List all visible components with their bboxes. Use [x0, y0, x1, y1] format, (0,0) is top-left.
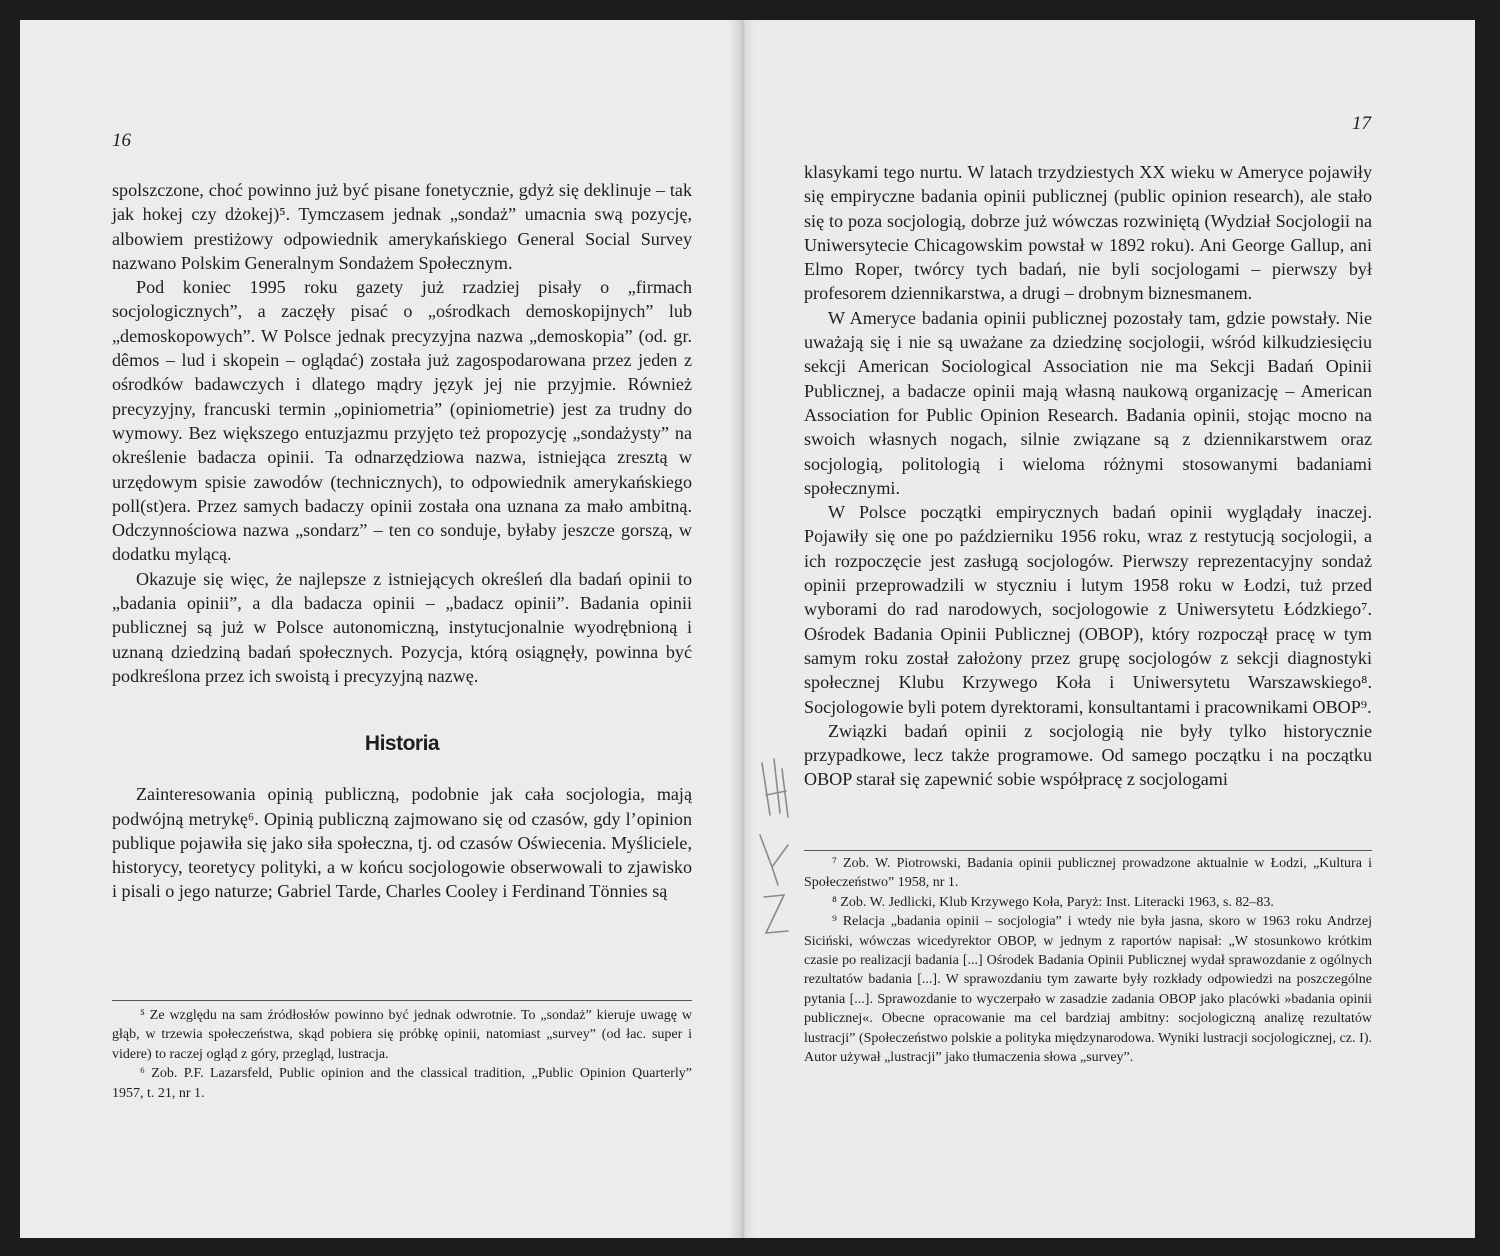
footnote: ⁶ Zob. P.F. Lazarsfeld, Public opinion and the classical tradition, „Public Opinion Quarterly” 1957, t. 21, nr 1.: [112, 1066, 692, 1101]
section-heading: Historia: [364, 732, 440, 756]
paragraph: W Ameryce badania opinii publicznej pozostały tam, gdzie powstały. Nie uważają się i nie są uważane za dziedzinę socjologii, wśród kilkudziesięciu sekcji American Sociological Association nie ma Sekcji Badań Opinii Publicznej, a badacze opinii mają własną naukową organizację – American Association for Public Opinion Research. Badania opinii, stojąc mocno na swoich własnych nogach, silnie związane są z dziennikarstwem oraz socjologią, politologią i wieloma różnymi stosowanymi badaniami społecznymi.: [804, 307, 1372, 498]
paragraph: Zainteresowania opinią publiczną, podobnie jak cała socjologia, mają podwójną metrykę⁶. Opinią publiczną zajmowano się od czasów, gdy l’opinion publique pojawiła się jako siła społeczna, tj. od czasów Oświecenia. Myśliciele, historycy, teoretycy polityki, a w końcu socjologowie obserwowali to zjawisko i pisali o jego naturze; Gabriel Tarde, Charles Cooley i Ferdinand Tönnies są: [112, 784, 692, 902]
paragraph: Okazuje się więc, że najlepsze z istniejących określeń dla badań opinii to „badania opinii”, a dla badacza opinii – „badacz opinii”. Badania opinii publicznej są już w Polsce autonomiczną, instytucjonalnie wyodrębnioną i uznaną dziedziną badań społecznych. Pozycja, którą osiągnęły, powinna być podkreślona przez ich swoistą i precyzyjną nazwę.: [112, 568, 692, 686]
footnotes: [112, 1006, 692, 1103]
footnotes: [804, 854, 1372, 1067]
paragraph: klasykami tego nurtu. W latach trzydziestych XX wieku w Ameryce pojawiły się empiryczne badania opinii publicznej (public opinion research), ale stało się to poza socjologią, dobrze już wówczas rozwiniętą (Wydział Socjologii na Uniwersytecie Chicagowskim powstał w 1892 roku). Ani George Gallup, ani Elmo Roper, twórcy tych badań, nie byli socjologami – pierwszy był profesorem dziennikarstwa, a drugi – drobnym biznesmanem.: [804, 162, 1372, 304]
left-page: [20, 20, 742, 1238]
footnote: ⁷ Zob. W. Piotrowski, Badania opinii publicznej prowadzone aktualnie w Łodzi, „Kultura i Społeczeństwo” 1958, nr 1.: [804, 856, 1372, 891]
paragraph: spolszczone, choć powinno już być pisane fonetycznie, gdyż się deklinuje – tak jak hokej czy dżokej)⁵. Tymczasem jednak „sondaż” umacnia swą pozycję, albowiem prestiżowy odpowiednik amerykańskiego General Social Survey nazwano Polskim Generalnym Sondażem Społecznym.: [112, 180, 692, 273]
footnote: ⁹ Relacja „badania opinii – socjologia” i wtedy nie była jasna, skoro w 1963 roku Andrzej Siciński, wówczas wicedyrektor OBOP, w jednym z raportów napisał: „W stosunkowo krótkim czasie po realizacji badania [...] Ośrodek Badania Opinii Publicznej wydał sprawozdanie z ogólnych rezultatów badania [...]. W sprawozdaniu tym zawarte były rozkłady odpowiedzi na poszczególne pytania [...]. Sprawozdanie to wyczerpało w zasadzie zadania OBOP jako placówki »badania opinii publicznej«. Obecne opracowanie ma cel bardziaj ambitny: socjologiczną analizę rezultatów lustracji” (Społeczeństwo polskie a polityka międzynarodowa. Wyniki lustracji socjologicznej, cz. I). Autor używał „lustracji” jako tłumaczenia słowa „survey”.: [804, 914, 1372, 1066]
footnote-rule: [112, 1000, 692, 1001]
footnote: ⁸ Zob. W. Jedlicki, Klub Krzywego Koła, Paryż: Inst. Literacki 1963, s. 82–83.: [832, 894, 1274, 910]
footnote-rule: [804, 850, 1372, 851]
page-number: 17: [1352, 113, 1371, 134]
paragraph: W Polsce początki empirycznych badań opinii wyglądały inaczej. Pojawiły się one po październiku 1956 roku, wraz z restytucją socjologii, a ich rozpoczęcie jest zasługą socjologów. Pierwszy reprezentacyjny sondaż opinii przeprowadzili w styczniu i lutym 1958 roku w Łodzi, tuż przed wyborami do rad narodowych, socjologowie z Uniwersytetu Łódzkiego⁷. Ośrodek Badania Opinii Publicznej (OBOP), który rozpoczął pracę w tym samym roku został założony przez grupę socjologów z sekcji diagnostyki społecznej Klubu Krzywego Koła i Uniwersytetu Warszawskiego⁸. Socjologowie byli potem dyrektorami, konsultantami i pracownikami OBOP⁹.: [804, 502, 1372, 717]
paragraph: Pod koniec 1995 roku gazety już rzadziej pisały o „firmach socjologicznych”, a zaczęły pisać o „ośrodkach demoskopijnych” lub „demoskopowych”. W Polsce jednak precyzyjna nazwa „demoskopia” (od. gr. dêmos – lud i skopein – oglądać) została już zagospodarowana przez jeden z ośrodków badawczych i dlatego mądry język jej nie przyjmie. Również precyzyjny, francuski termin „opiniometria” (opiniometrie) jest za trudny do wymowy. Bez większego entuzjazmu przyjęto też propozycję „sondażysty” na określenie badacza opinii. Ta odnarzędziowa nazwa, istniejąca zresztą w urzędowym spisie zawodów (technicznych), to odpowiednik amerykańskiego poll(st)era. Przez samych badaczy opinii została ona uznana za mało ambitną. Odczynnościowa nazwa „sondarz” – ten co sonduje, byłaby jeszcze gorszą, w dodatku mylącą.: [112, 277, 692, 565]
main-text: [112, 178, 692, 904]
book-gutter: [728, 20, 756, 1238]
paragraph: Związki badań opinii z socjologią nie były tylko historycznie przypadkowe, lecz także programowe. Od samego początku i na początku OBOP starał się zapewnić sobie współpracę z socjologami: [804, 720, 1372, 790]
main-text: [804, 160, 1372, 792]
footnote: ⁵ Ze względu na sam źródłosłów powinno być jednak odwrotnie. To „sondaż” kieruje uwagę w głąb, w trzewia społeczeństwa, skąd pobiera się próbkę opinii, natomiast „survey” (od łac. super i videre) to raczej ogląd z góry, przegląd, lustracja.: [112, 1008, 692, 1062]
page-number: 16: [112, 130, 131, 151]
right-page: [742, 20, 1475, 1238]
